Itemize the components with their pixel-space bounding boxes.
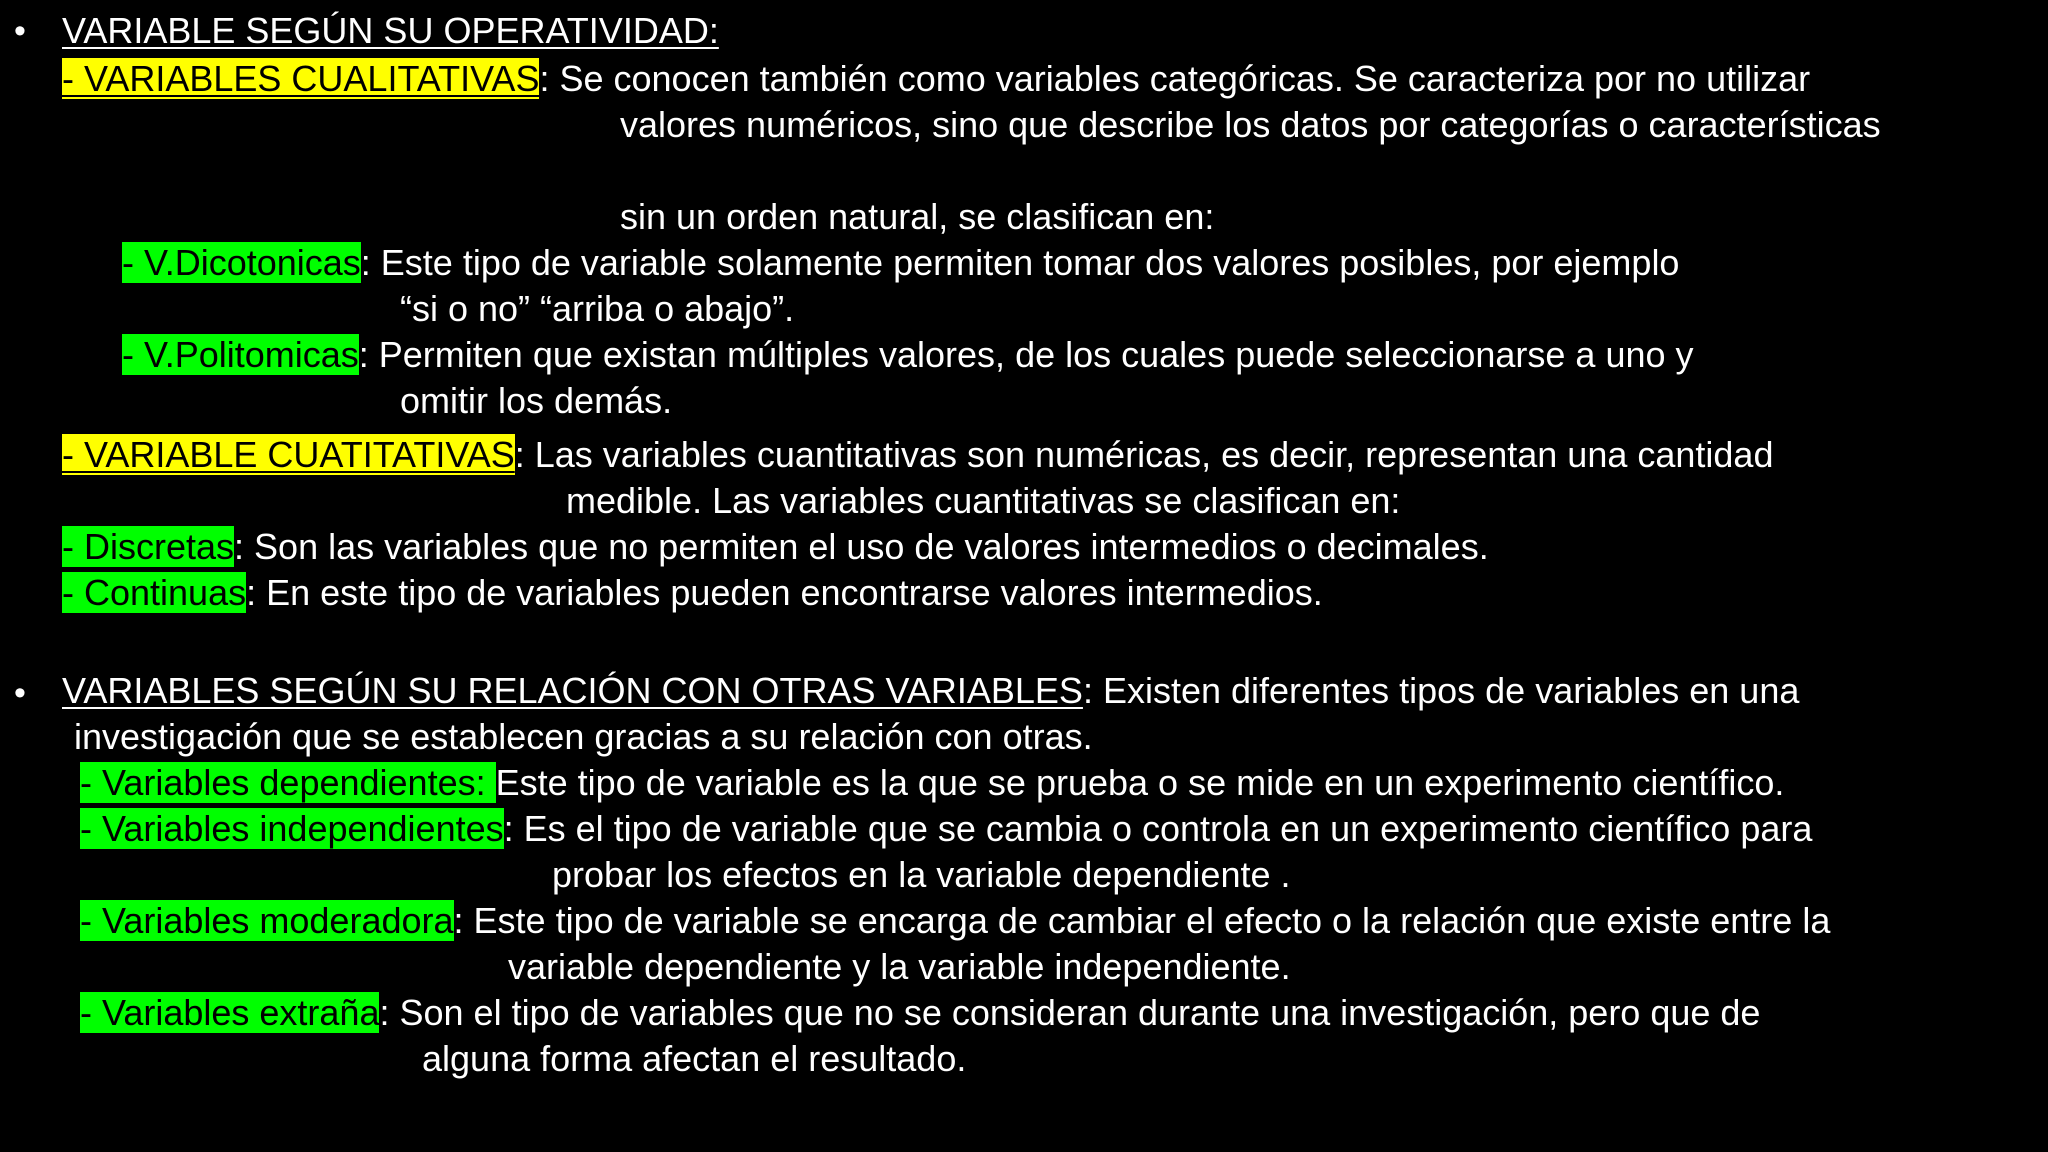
cualitativas-text: : Se conocen también como variables categóricas. Se caracteriza por no utilizar (539, 58, 1811, 99)
politomicas-text: : Permiten que existan múltiples valores, de los cuales puede seleccionarse a uno y (358, 334, 1694, 375)
cualitativas-line-3: sin un orden natural, se clasifican en: (620, 196, 1215, 237)
independientes-line-2: probar los efectos en la variable dependiente . (552, 854, 1291, 895)
independientes-text: : Es el tipo de variable que se cambia o controla en un experimento científico para (503, 808, 1813, 849)
extrana-text: : Son el tipo de variables que no se consideran durante una investigación, pero que de (379, 992, 1761, 1033)
cuantitativas-label: - VARIABLE CUATITATIVAS (62, 434, 515, 475)
discretas-text: : Son las variables que no permiten el uso de valores intermedios o decimales. (234, 526, 1489, 567)
extrana-label: - Variables extraña (80, 992, 380, 1033)
section2-intro-line-2: investigación que se establecen gracias a su relación con otras. (74, 716, 1093, 757)
cuantitativas-line-1 (62, 432, 1773, 478)
cuantitativas-label-highlight (62, 434, 515, 475)
politomicas-label: - V.Politomicas (122, 334, 359, 375)
extrana-line-2: alguna forma afectan el resultado. (422, 1038, 967, 1079)
discretas-line (62, 524, 1489, 570)
dependientes-line (80, 760, 1784, 806)
dicotonicas-line-1 (122, 240, 1679, 286)
moderadora-label: - Variables moderadora (80, 900, 454, 941)
cualitativas-label: - VARIABLES CUALITATIVAS (62, 58, 540, 99)
continuas-line (62, 570, 1323, 616)
independientes-label: - Variables independientes (80, 808, 504, 849)
dependientes-text: Este tipo de variable es la que se prueba o se mide en un experimento científico. (495, 762, 1785, 803)
section2-intro-text: : Existen diferentes tipos de variables en una (1082, 670, 1800, 711)
moderadora-line-1 (80, 898, 1830, 944)
dicotonicas-label: - V.Dicotonicas (122, 242, 361, 283)
politomicas-line-1 (122, 332, 1694, 378)
section2-intro-line-1 (62, 668, 1799, 714)
dicotonicas-text: : Este tipo de variable solamente permiten tomar dos valores posibles, por ejemplo (360, 242, 1680, 283)
cuantitativas-line-2: medible. Las variables cuantitativas se clasifican en: (566, 480, 1401, 521)
politomicas-line-2: omitir los demás. (400, 380, 673, 421)
continuas-label: - Continuas (62, 572, 247, 613)
extrana-line-1 (80, 990, 1760, 1036)
independientes-line-1 (80, 806, 1812, 852)
bullet-point: • (14, 674, 26, 712)
cualitativas-label-highlight (62, 58, 539, 99)
cuantitativas-text: : Las variables cuantitativas son numéricas, es decir, representan una cantidad (514, 434, 1774, 475)
bullet-point: • (14, 12, 26, 50)
dicotonicas-line-2: “si o no” “arriba o abajo”. (400, 288, 795, 329)
cualitativas-line-2: valores numéricos, sino que describe los datos por categorías o características (620, 104, 1881, 145)
moderadora-line-2: variable dependiente y la variable independiente. (508, 946, 1291, 987)
section1-title: VARIABLE SEGÚN SU OPERATIVIDAD: (62, 10, 719, 51)
section2-title: VARIABLES SEGÚN SU RELACIÓN CON OTRAS VARIABLES (62, 670, 1083, 711)
moderadora-text: : Este tipo de variable se encarga de cambiar el efecto o la relación que existe entre la (453, 900, 1831, 941)
discretas-label: - Discretas (62, 526, 235, 567)
continuas-text: : En este tipo de variables pueden encontrarse valores intermedios. (246, 572, 1323, 613)
cualitativas-line-1 (62, 56, 1810, 102)
dependientes-label: - Variables dependientes: (80, 762, 496, 803)
section1-title-line (62, 8, 719, 54)
